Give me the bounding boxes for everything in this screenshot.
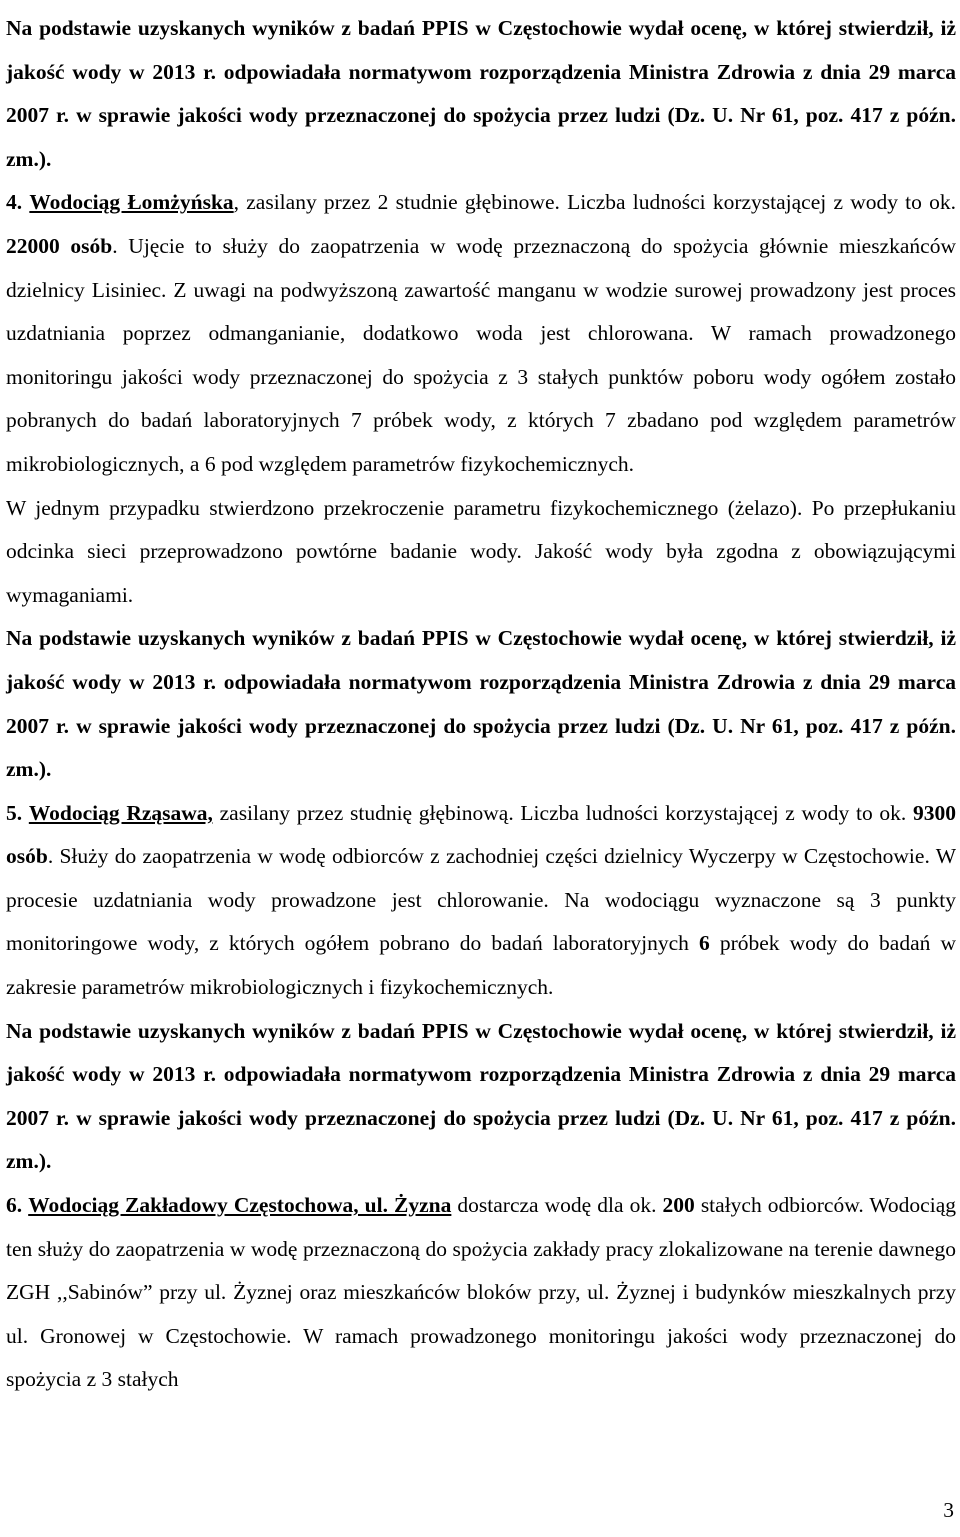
- section-5-text-3: próbek wody do badań w zakresie parametrów mikrobiologicznych i fizykochemicznych.: [6, 931, 957, 1000]
- section-4-text-2: . Ujęcie to służy do zaopatrzenia w wodę przeznaczoną do spożycia głównie mieszkańców dzielnicy Lisiniec. Z uwagi na podwyższoną zawartość manganu w wodzie surowej prowadzony jest proces uzdatniania poprzez odmanganianie, dodatkowo woda jest chlorowana. W ramach prowadzonego monitoringu jakości wody przeznaczonej do spożycia z 3 stałych punktów poboru wody ogółem zostało pobranych do badań laboratoryjnych 7 próbek wody, z których 7 zbadano pod względem parametrów mikrobiologicznych, a 6 pod względem parametrów fizykochemicznych.: [6, 233, 957, 476]
- section-6-recipients: 200: [662, 1193, 695, 1218]
- section-6-text-1: dostarcza wodę dla ok.: [451, 1193, 663, 1218]
- section-5-number: 5.: [6, 800, 23, 825]
- section-4-number: 4.: [6, 190, 23, 215]
- section-6-paragraph: [6, 1184, 956, 1402]
- page-number: 3: [943, 1498, 954, 1522]
- section-4-exceedance-paragraph: W jednym przypadku stwierdzono przekroczenie parametru fizykochemicznego (żelazo). Po przepłukaniu odcinka sieci przeprowadzono powtórne badanie wody. Jakość wody była zgodna z obowiązującymi wymaganiami.: [6, 495, 956, 607]
- section-4-title: Wodociąg Łomżyńska: [29, 190, 234, 215]
- section-6-text-2: stałych odbiorców. Wodociąg ten służy do zaopatrzenia w wodę przeznaczoną do spożycia zakłady pracy zlokalizowane na terenie dawnego ZGH ,,Sabinów” przy ul. Żyznej oraz mieszkańców bloków przy, ul. Żyznej i budynków mieszkalnych przy ul. Gronowej w Częstochowie. W ramach prowadzonego monitoringu jakości wody przeznaczonej do spożycia z 3 stałych: [6, 1193, 956, 1392]
- section-5-text-1: zasilany przez studnię głębinową. Liczba ludności korzystającej z wody to ok.: [212, 800, 913, 825]
- section-6-number: 6.: [6, 1193, 23, 1218]
- assessment-paragraph-intro: Na podstawie uzyskanych wyników z badań PPIS w Częstochowie wydał ocenę, w której stwierdził, iż jakość wody w 2013 r. odpowiadała normatywom rozporządzenia Ministra Zdrowia z dnia 29 marca 2007 r. w sprawie jakości wody przeznaczonej do spożycia przez ludzi (Dz. U. Nr 61, poz. 417 z późn. zm.).: [6, 16, 956, 171]
- section-5-title: Wodociąg Rząsawa,: [28, 800, 213, 825]
- section-4-assessment: Na podstawie uzyskanych wyników z badań PPIS w Częstochowie wydał ocenę, w której stwierdził, iż jakość wody w 2013 r. odpowiadała normatywom rozporządzenia Ministra Zdrowia z dnia 29 marca 2007 r. w sprawie jakości wody przeznaczonej do spożycia przez ludzi (Dz. U. Nr 61, poz. 417 z późn. zm.).: [6, 626, 956, 782]
- section-4-population: 22000 osób: [6, 233, 113, 258]
- section-4-text-1: , zasilany przez 2 studnie głębinowe. Liczba ludności korzystającej z wody to ok.: [233, 190, 956, 215]
- section-6-title: Wodociąg Zakładowy Częstochowa, ul. Żyzna: [28, 1193, 452, 1218]
- section-5-text-2: . Służy do zaopatrzenia w wodę odbiorców z zachodniej części dzielnicy Wyczerpy w Częstochowie. W procesie uzdatniania wody prowadzone jest chlorowanie. Na wodociągu wyznaczone są 3 punkty monitoringowe wody, z których ogółem pobrano do badań laboratoryjnych: [6, 844, 956, 956]
- document-page: [6, 7, 956, 1402]
- section-5-paragraph: [6, 792, 956, 1010]
- section-5-samples: 6: [699, 931, 710, 956]
- section-4-paragraph: [6, 181, 956, 486]
- section-5-population: 9300 osób: [6, 800, 956, 869]
- section-5-assessment: Na podstawie uzyskanych wyników z badań PPIS w Częstochowie wydał ocenę, w której stwierdził, iż jakość wody w 2013 r. odpowiadała normatywom rozporządzenia Ministra Zdrowia z dnia 29 marca 2007 r. w sprawie jakości wody przeznaczonej do spożycia przez ludzi (Dz. U. Nr 61, poz. 417 z późn. zm.).: [6, 1018, 956, 1174]
